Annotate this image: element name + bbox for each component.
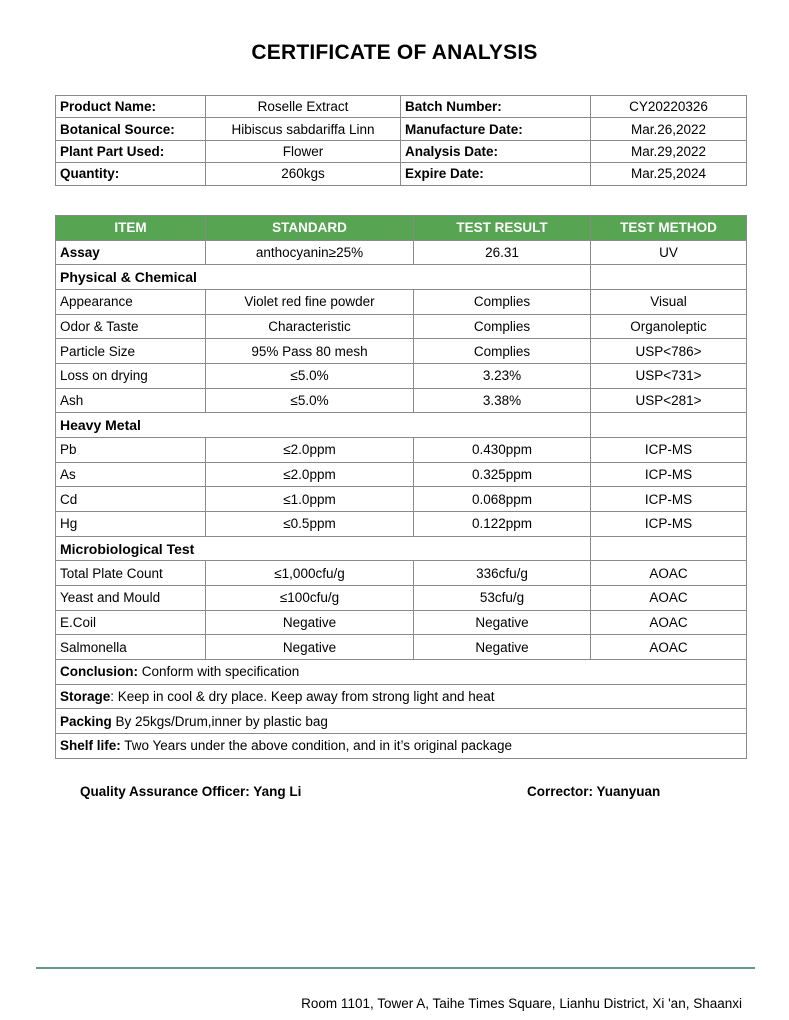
test-row	[56, 240, 747, 265]
note-label: Packing	[60, 713, 112, 729]
item-cell: Pb	[56, 438, 206, 463]
info-label: Analysis Date:	[401, 140, 591, 162]
item-cell: Ash	[56, 388, 206, 413]
section-title: Microbiological Test	[56, 536, 591, 561]
test-row	[56, 339, 747, 364]
note-cell	[56, 660, 747, 685]
method-cell: USP<786>	[591, 339, 747, 364]
footer-divider-line	[36, 967, 755, 969]
analysis-table-body	[56, 240, 747, 758]
result-cell: Negative	[414, 635, 591, 660]
info-value: Flower	[206, 140, 401, 162]
info-value: 260kgs	[206, 163, 401, 185]
section-row	[56, 536, 747, 561]
method-cell: USP<731>	[591, 364, 747, 389]
method-cell: AOAC	[591, 586, 747, 611]
method-cell: Visual	[591, 290, 747, 315]
info-row	[56, 118, 747, 140]
info-value: Mar.25,2024	[591, 163, 747, 185]
info-value: Roselle Extract	[206, 96, 401, 118]
info-row	[56, 163, 747, 185]
method-cell: AOAC	[591, 635, 747, 660]
item-cell: Cd	[56, 487, 206, 512]
result-cell: Complies	[414, 314, 591, 339]
analysis-table	[55, 215, 747, 759]
test-row	[56, 561, 747, 586]
item-cell: Yeast and Mould	[56, 586, 206, 611]
note-text: Two Years under the above condition, and in it’s original package	[120, 738, 513, 754]
note-row	[56, 709, 747, 734]
note-cell	[56, 684, 747, 709]
info-label: Quantity:	[56, 163, 206, 185]
result-cell: 0.430ppm	[414, 438, 591, 463]
info-value: Hibiscus sabdariffa Linn	[206, 118, 401, 140]
standard-cell: Negative	[206, 635, 414, 660]
result-cell: 336cfu/g	[414, 561, 591, 586]
test-row	[56, 586, 747, 611]
item-cell: Assay	[56, 240, 206, 265]
analysis-table-header-row	[56, 216, 747, 241]
result-cell: 3.23%	[414, 364, 591, 389]
method-cell: ICP-MS	[591, 438, 747, 463]
empty-method-cell	[591, 413, 747, 438]
test-row	[56, 487, 747, 512]
note-row	[56, 660, 747, 685]
info-label: Botanical Source:	[56, 118, 206, 140]
method-cell: UV	[591, 240, 747, 265]
info-table-body	[56, 96, 747, 186]
standard-cell: ≤2.0ppm	[206, 462, 414, 487]
section-title: Physical & Chemical	[56, 265, 591, 290]
test-row	[56, 610, 747, 635]
result-cell: 0.068ppm	[414, 487, 591, 512]
item-cell: Total Plate Count	[56, 561, 206, 586]
info-row	[56, 96, 747, 118]
standard-cell: Negative	[206, 610, 414, 635]
standard-cell: Characteristic	[206, 314, 414, 339]
standard-cell: ≤100cfu/g	[206, 586, 414, 611]
method-cell: Organoleptic	[591, 314, 747, 339]
standard-cell: 95% Pass 80 mesh	[206, 339, 414, 364]
test-row	[56, 462, 747, 487]
column-header: TEST RESULT	[414, 216, 591, 241]
info-label: Batch Number:	[401, 96, 591, 118]
page-title: CERTIFICATE OF ANALYSIS	[251, 41, 538, 64]
note-row	[56, 734, 747, 759]
test-row	[56, 364, 747, 389]
result-cell: 0.325ppm	[414, 462, 591, 487]
item-cell: Salmonella	[56, 635, 206, 660]
method-cell: USP<281>	[591, 388, 747, 413]
section-row	[56, 413, 747, 438]
footer-address: Room 1101, Tower A, Taihe Times Square, Lianhu District, Xi 'an, Shaanxi	[301, 996, 742, 1011]
standard-cell: anthocyanin≥25%	[206, 240, 414, 265]
note-label: Shelf life:	[60, 738, 121, 754]
empty-method-cell	[591, 265, 747, 290]
standard-cell: ≤5.0%	[206, 388, 414, 413]
column-header: STANDARD	[206, 216, 414, 241]
info-label: Expire Date:	[401, 163, 591, 185]
column-header: TEST METHOD	[591, 216, 747, 241]
product-info-table	[55, 95, 747, 186]
note-label: Storage	[60, 689, 111, 705]
info-row	[56, 140, 747, 162]
item-cell: Particle Size	[56, 339, 206, 364]
result-cell: Complies	[414, 290, 591, 315]
test-row	[56, 438, 747, 463]
info-label: Manufacture Date:	[401, 118, 591, 140]
method-cell: ICP-MS	[591, 487, 747, 512]
item-cell: Odor & Taste	[56, 314, 206, 339]
item-cell: As	[56, 462, 206, 487]
item-cell: Appearance	[56, 290, 206, 315]
info-label: Product Name:	[56, 96, 206, 118]
method-cell: AOAC	[591, 561, 747, 586]
note-cell	[56, 734, 747, 759]
result-cell: 53cfu/g	[414, 586, 591, 611]
standard-cell: ≤1,000cfu/g	[206, 561, 414, 586]
test-row	[56, 388, 747, 413]
result-cell: 3.38%	[414, 388, 591, 413]
test-row	[56, 314, 747, 339]
standard-cell: ≤5.0%	[206, 364, 414, 389]
item-cell: E.Coil	[56, 610, 206, 635]
column-header: ITEM	[56, 216, 206, 241]
method-cell: ICP-MS	[591, 512, 747, 537]
item-cell: Loss on drying	[56, 364, 206, 389]
note-label: Conclusion:	[60, 664, 138, 680]
section-row	[56, 265, 747, 290]
test-row	[56, 635, 747, 660]
signature-row	[0, 784, 789, 802]
result-cell: 26.31	[414, 240, 591, 265]
note-text: : Keep in cool & dry place. Keep away from strong light and heat	[110, 689, 495, 705]
result-cell: Complies	[414, 339, 591, 364]
standard-cell: Violet red fine powder	[206, 290, 414, 315]
method-cell: ICP-MS	[591, 462, 747, 487]
info-value: CY20220326	[591, 96, 747, 118]
item-cell: Hg	[56, 512, 206, 537]
corrector-signature: Corrector: Yuanyuan	[527, 784, 661, 799]
result-cell: 0.122ppm	[414, 512, 591, 537]
info-label: Plant Part Used:	[56, 140, 206, 162]
qa-officer-signature: Quality Assurance Officer: Yang Li	[80, 784, 302, 799]
note-text: Conform with specification	[138, 664, 300, 680]
standard-cell: ≤0.5ppm	[206, 512, 414, 537]
standard-cell: ≤1.0ppm	[206, 487, 414, 512]
test-row	[56, 512, 747, 537]
note-text: By 25kgs/Drum,inner by plastic bag	[111, 713, 328, 729]
method-cell: AOAC	[591, 610, 747, 635]
test-row	[56, 290, 747, 315]
result-cell: Negative	[414, 610, 591, 635]
info-value: Mar.26,2022	[591, 118, 747, 140]
section-title: Heavy Metal	[56, 413, 591, 438]
standard-cell: ≤2.0ppm	[206, 438, 414, 463]
note-cell	[56, 709, 747, 734]
empty-method-cell	[591, 536, 747, 561]
note-row	[56, 684, 747, 709]
info-value: Mar.29,2022	[591, 140, 747, 162]
